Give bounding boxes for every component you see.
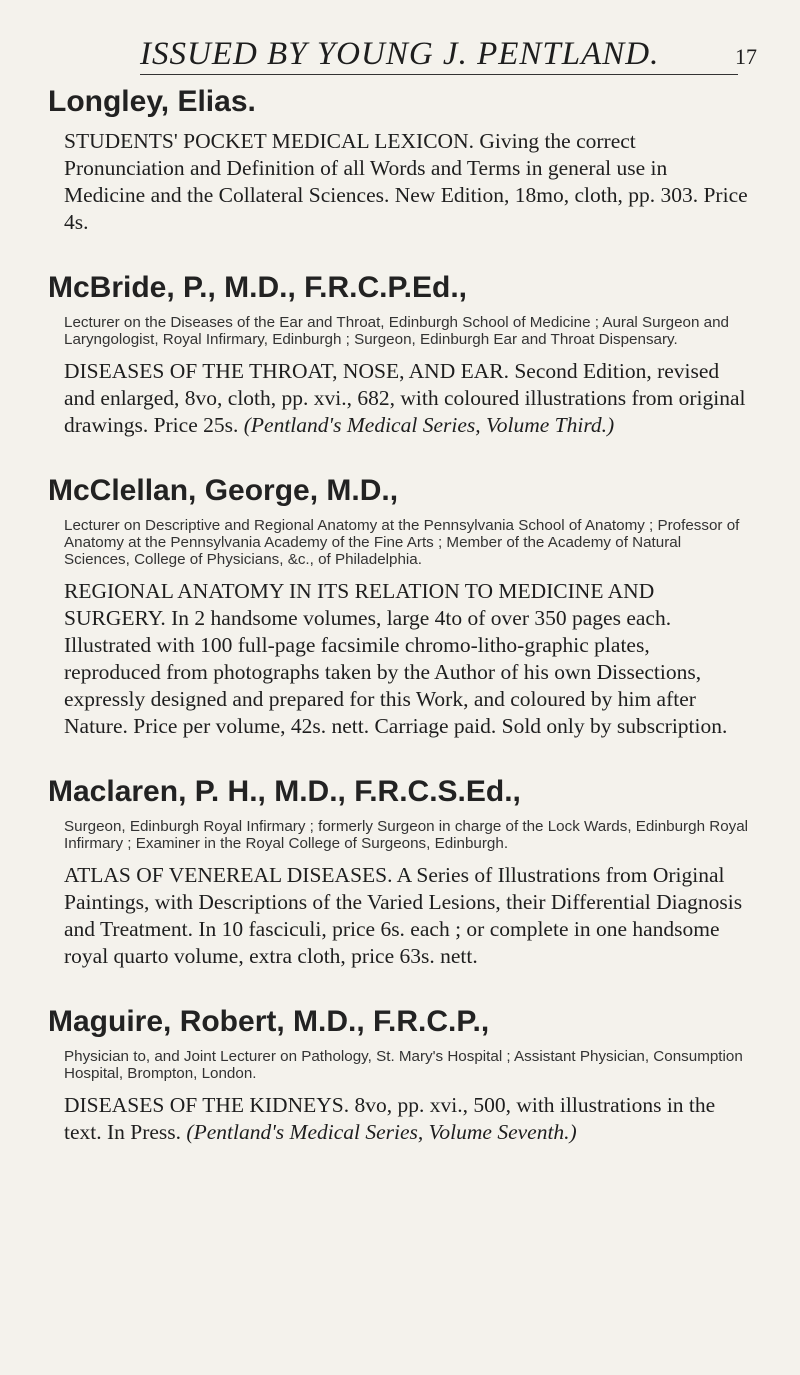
page-number: 17	[735, 44, 757, 69]
author-credentials: Lecturer on Descriptive and Regional Anatomy at the Pennsylvania School of Anatomy ; Professor of Anatomy at the Pennsylvania Academy of the Fine Arts ; Member of the Academy of Natural Sciences, College of Physicians, &c., of Philadelphia.	[64, 517, 740, 568]
author-credentials: Surgeon, Edinburgh Royal Infirmary ; formerly Surgeon in charge of the Lock Wards, Edinburgh Royal Infirmary ; Examiner in the Royal College of Surgeons, Edinburgh.	[64, 818, 749, 852]
catalogue-entry-mcbride	[48, 268, 750, 439]
page-header	[0, 36, 800, 76]
catalogue-entries	[48, 82, 750, 1178]
running-header-title: ISSUED BY YOUNG J. PENTLAND.	[140, 36, 660, 72]
series-note: (Pentland's Medical Series, Volume Seventh.)	[186, 1120, 577, 1144]
catalogue-entry-maguire	[48, 1002, 750, 1146]
author-name: Longley, Elias.	[48, 85, 256, 118]
catalogue-entry-mcclellan	[48, 471, 750, 740]
catalogue-entry-longley	[48, 82, 750, 236]
header-rule	[140, 74, 738, 75]
work-description	[64, 578, 750, 740]
author-credentials: Physician to, and Joint Lecturer on Pathology, St. Mary's Hospital ; Assistant Physician, Consumption Hospital, Brompton, London.	[64, 1048, 743, 1082]
work-description	[64, 358, 750, 439]
series-note: (Pentland's Medical Series, Volume Third.)	[243, 413, 615, 437]
work-text: STUDENTS' POCKET MEDICAL LEXICON. Giving the correct Pronunciation and Definition of all Words and Terms in general use in Medicine and the Collateral Sciences. New Edition, 18mo, cloth, pp. 303. Price 4s.	[64, 129, 748, 234]
work-description	[64, 862, 750, 970]
work-description	[64, 128, 750, 236]
author-name: McBride, P., M.D., F.R.C.P.Ed.,	[48, 271, 467, 304]
author-name: McClellan, George, M.D.,	[48, 474, 399, 507]
catalogue-entry-maclaren	[48, 772, 750, 970]
author-name: Maguire, Robert, M.D., F.R.C.P.,	[48, 1005, 490, 1038]
work-text: DISEASES OF THE THROAT, NOSE, AND EAR. Second Edition, revised and enlarged, 8vo, cloth, pp. xvi., 682, with coloured illustrations from original drawings. Price 25s.	[64, 359, 746, 437]
work-text: ATLAS OF VENEREAL DISEASES. A Series of Illustrations from Original Paintings, with Descriptions of the Varied Lesions, their Differential Diagnosis and Treatment. In 10 fasciculi, price 6s. each ; or complete in one handsome royal quarto volume, extra cloth, price 63s. nett.	[64, 863, 743, 968]
author-credentials: Lecturer on the Diseases of the Ear and Throat, Edinburgh School of Medicine ; Aural Surgeon and Laryngologist, Royal Infirmary, Edinburgh ; Surgeon, Edinburgh Ear and Throat Dispensary.	[64, 314, 730, 348]
work-description	[64, 1092, 750, 1146]
work-text: DISEASES OF THE KIDNEYS. 8vo, pp. xvi., 500, with illustrations in the text. In Press.	[64, 1093, 716, 1144]
work-text: REGIONAL ANATOMY IN ITS RELATION TO MEDICINE AND SURGERY. In 2 handsome volumes, large 4to of over 350 pages each. Illustrated with 100 full-page facsimile chromo-litho-graphic plates, reproduced from photographs taken by the Author of his own Dissections, expressly designed and prepared for this Work, and coloured by him after Nature. Price per volume, 42s. nett. Carriage paid. Sold only by subscription.	[64, 579, 728, 738]
author-name: Maclaren, P. H., M.D., F.R.C.S.Ed.,	[48, 775, 521, 808]
